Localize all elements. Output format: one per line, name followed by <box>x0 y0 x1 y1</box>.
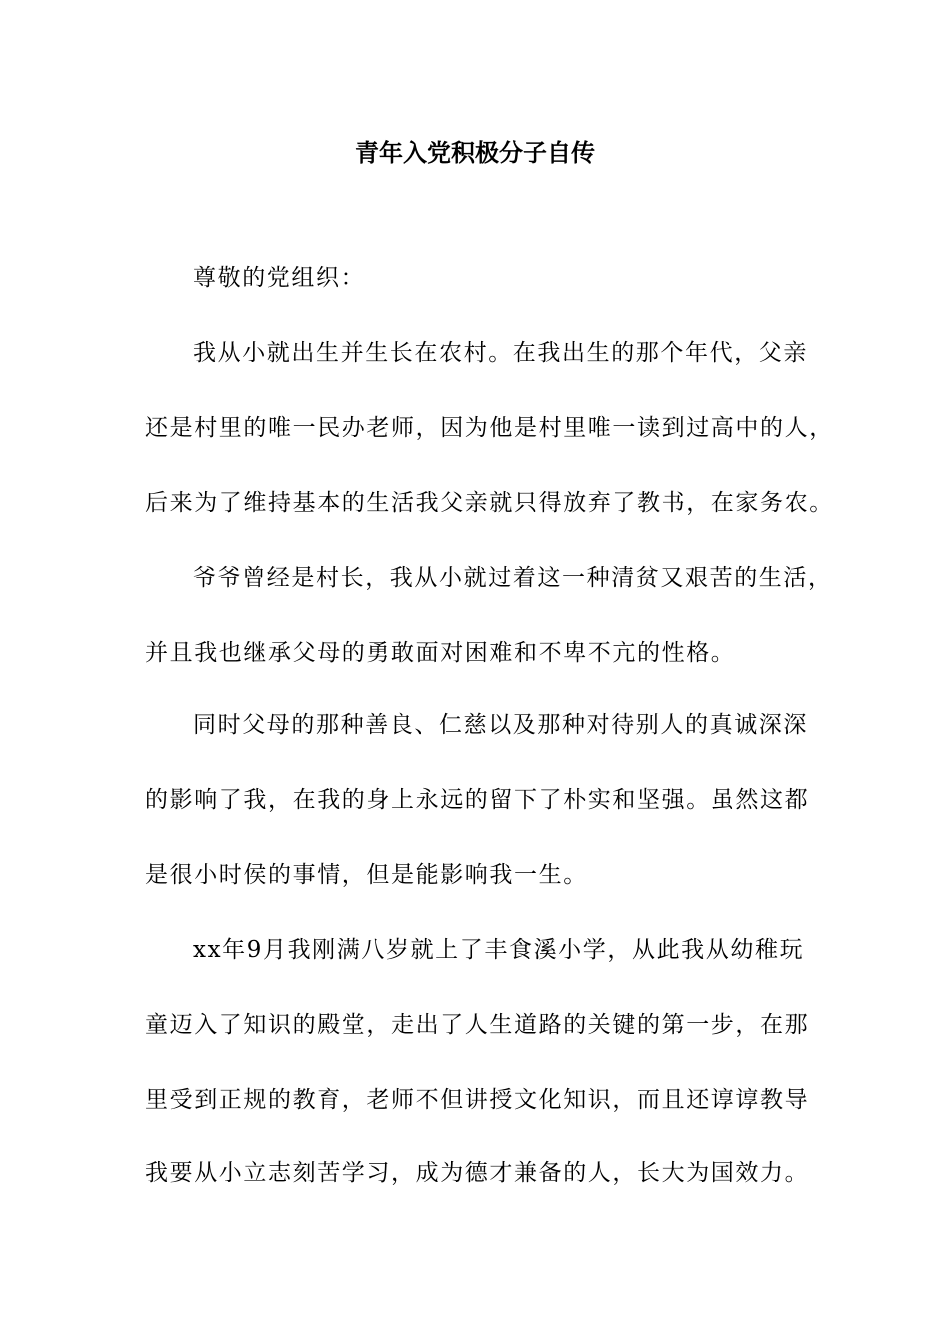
paragraph-3-line-3: 是很小时侯的事情，但是能影响我一生。 <box>145 862 588 888</box>
paragraph-4-line-4: 我要从小立志刻苦学习，成为德才兼备的人，长大为国效力。 <box>145 1160 810 1186</box>
document-title: 青年入党积极分子自传 <box>355 138 595 167</box>
paragraph-3-line-2: 的影响了我，在我的身上永远的留下了朴实和坚强。虽然这都 <box>145 787 810 813</box>
salutation: 尊敬的党组织： <box>193 265 366 291</box>
paragraph-4-line-3: 里受到正规的教育，老师不但讲授文化知识，而且还谆谆教导 <box>145 1087 810 1113</box>
paragraph-1-line-1: 我从小就出生并生长在农村。在我出生的那个年代，父亲 <box>193 340 808 366</box>
paragraph-4-line-1: xx年9月我刚满八岁就上了丰食溪小学，从此我从幼稚玩 <box>193 937 805 963</box>
paragraph-1-line-2: 还是村里的唯一民办老师，因为他是村里唯一读到过高中的人， <box>145 415 834 441</box>
paragraph-3-line-1: 同时父母的那种善良、仁慈以及那种对待别人的真诚深深 <box>193 712 808 738</box>
paragraph-4-line-2: 童迈入了知识的殿堂，走出了人生道路的关键的第一步，在那 <box>145 1012 810 1038</box>
paragraph-2-line-1: 爷爷曾经是村长，我从小就过着这一种清贫又艰苦的生活， <box>193 565 833 591</box>
paragraph-2-line-2: 并且我也继承父母的勇敢面对困难和不卑不亢的性格。 <box>145 640 736 666</box>
paragraph-1-line-3: 后来为了维持基本的生活我父亲就只得放弃了教书，在家务农。 <box>145 490 834 516</box>
